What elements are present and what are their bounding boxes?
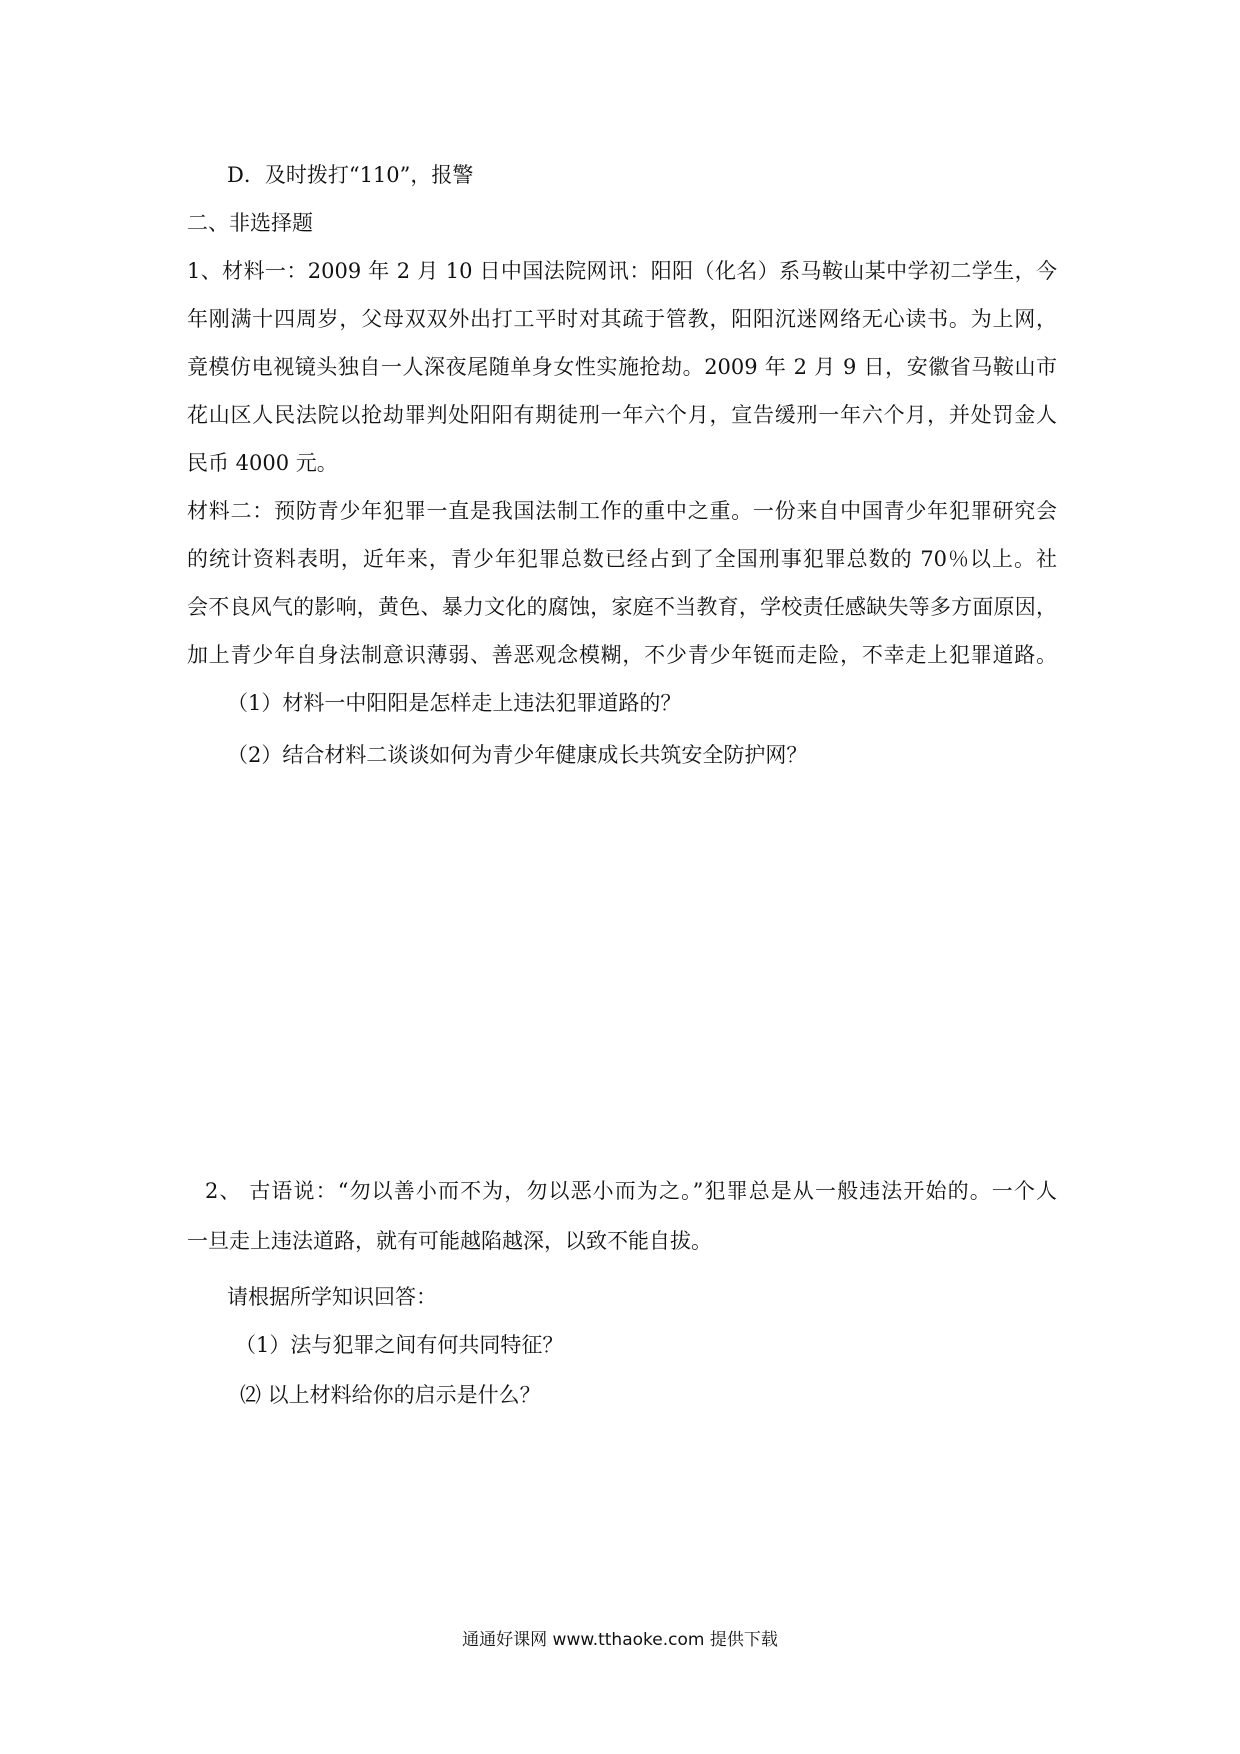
option-d: D．及时拨打“110”，报警 [227, 163, 474, 187]
q2-line-1: 2、 古语说：“勿以善小而不为，勿以恶小而为之。”犯罪总是从一般违法开始的。一个人 [205, 1179, 1057, 1203]
q1-subquestion-2: （2）结合材料二谈谈如何为青少年健康成长共筑安全防护网？ [227, 743, 808, 767]
q1-line-6: 材料二：预防青少年犯罪一直是我国法制工作的重中之重。一份来自中国青少年犯罪研究会 [187, 499, 1057, 523]
q2-subquestion-2: ⑵ 以上材料给你的启示是什么？ [240, 1383, 541, 1407]
q1-line-5: 民币 4000 元。 [187, 451, 338, 475]
q1-subquestion-1: （1）材料一中阳阳是怎样走上违法犯罪道路的？ [227, 691, 682, 715]
q2-subquestion-1: （1）法与犯罪之间有何共同特征？ [235, 1333, 564, 1357]
section-heading: 二、非选择题 [187, 211, 313, 235]
q1-line-1: 1、材料一：2009 年 2 月 10 日中国法院网讯：阳阳（化名）系马鞍山某中学初二学生，今 [187, 259, 1057, 283]
q1-line-3: 竟模仿电视镜头独自一人深夜尾随单身女性实施抢劫。2009 年 2 月 9 日，安徽省马鞍山市 [187, 355, 1057, 379]
q1-line-4: 花山区人民法院以抢劫罪判处阳阳有期徒刑一年六个月，宣告缓刑一年六个月，并处罚金人 [187, 403, 1057, 427]
q2-prompt: 请根据所学知识回答： [227, 1285, 437, 1309]
q1-line-9: 加上青少年自身法制意识薄弱、善恶观念模糊，不少青少年铤而走险，不幸走上犯罪道路。 [187, 643, 1057, 667]
q1-line-8: 会不良风气的影响，黄色、暴力文化的腐蚀，家庭不当教育，学校责任感缺失等多方面原因， [187, 595, 1057, 619]
q1-line-7: 的统计资料表明，近年来，青少年犯罪总数已经占到了全国刑事犯罪总数的 70％以上。社 [187, 547, 1057, 571]
q1-line-2: 年刚满十四周岁，父母双双外出打工平时对其疏于管教，阳阳沉迷网络无心读书。为上网， [187, 307, 1057, 331]
footer-credit: 通通好课网 www.tthaoke.com 提供下载 [462, 1630, 778, 1650]
q2-line-2: 一旦走上违法道路，就有可能越陷越深，以致不能自拔。 [187, 1229, 712, 1253]
